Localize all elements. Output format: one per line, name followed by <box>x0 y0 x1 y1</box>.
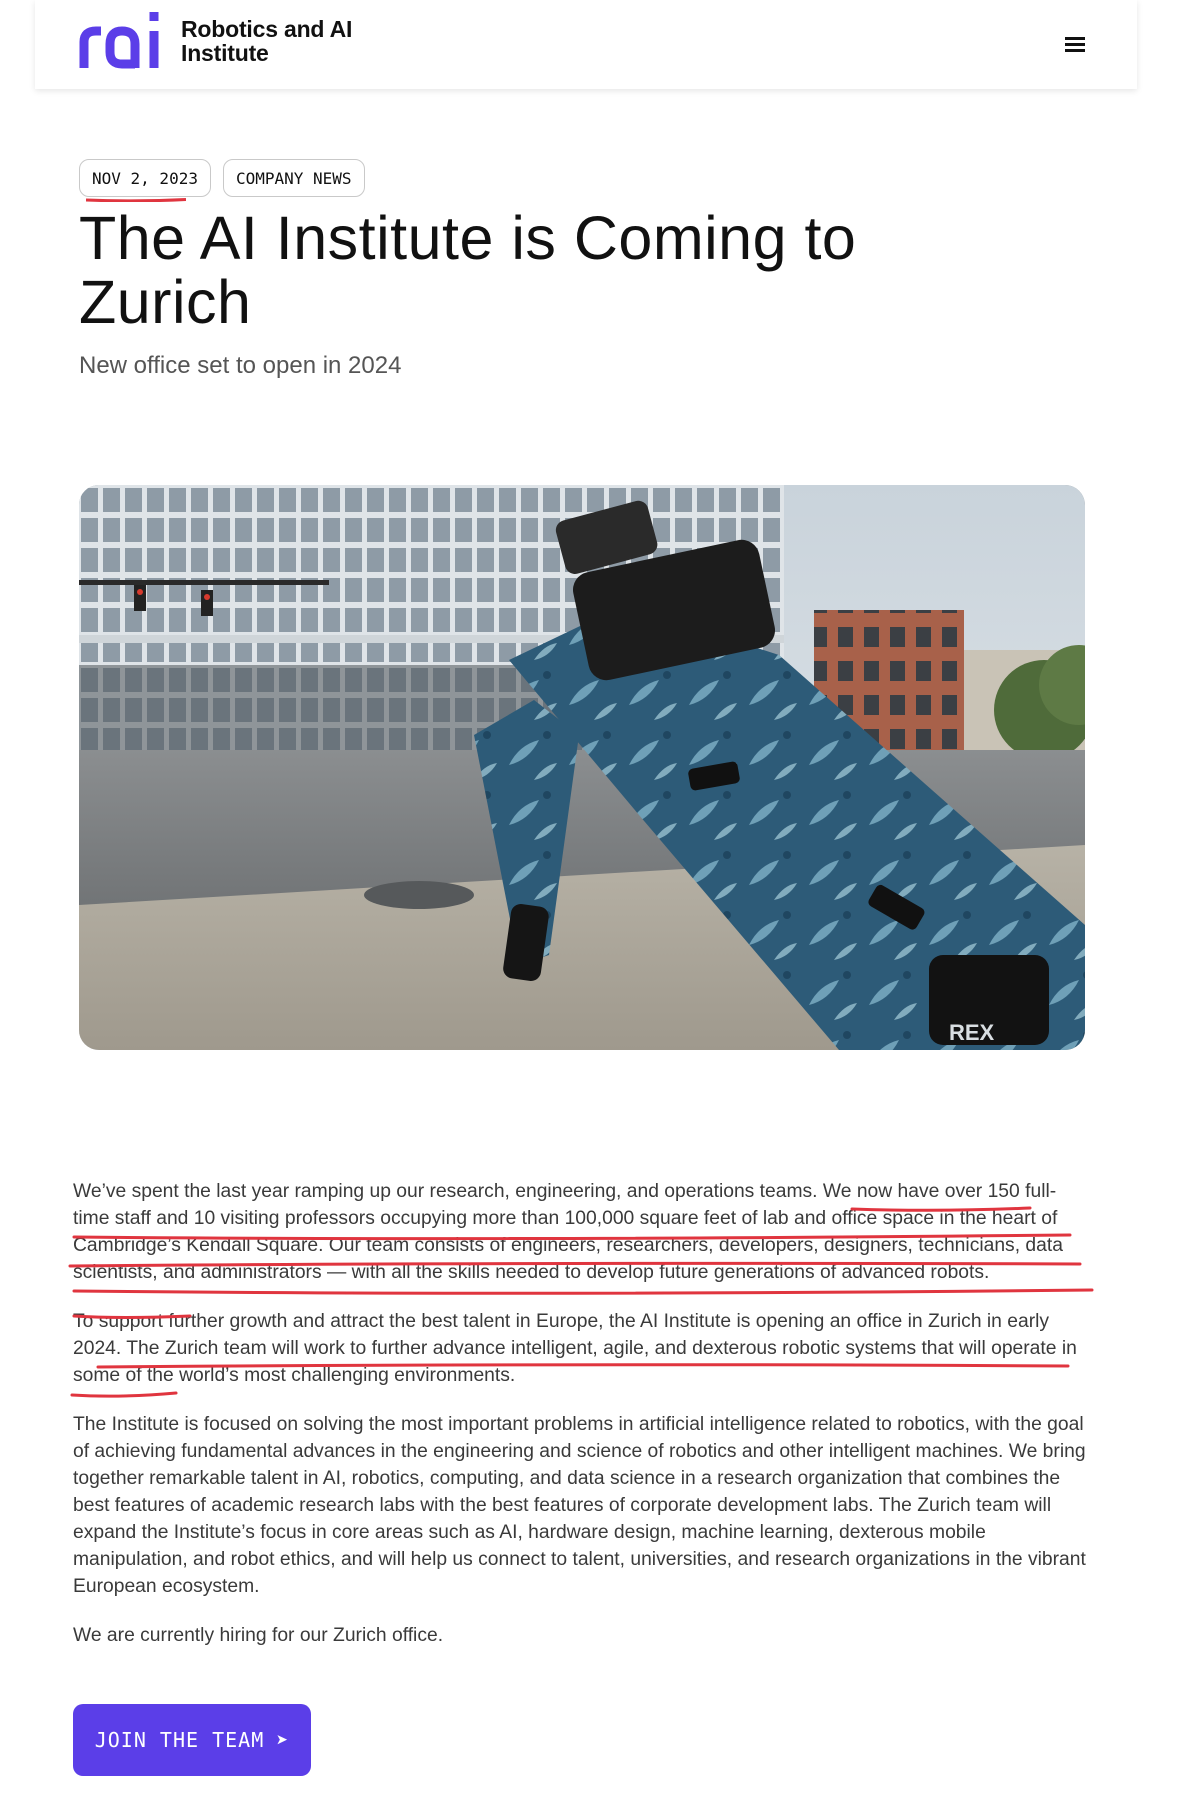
logo-line-2: Institute <box>181 40 269 66</box>
logo-line-1: Robotics and AI <box>181 16 353 42</box>
arrow-right-icon: ➤ <box>276 1728 290 1752</box>
date-tag <box>79 159 211 197</box>
paragraph-4: We are currently hiring for our Zurich office. <box>73 1625 444 1646</box>
hero-image <box>79 485 1085 1050</box>
join-the-team-label: JOIN THE TEAM <box>94 1728 265 1752</box>
article-tags <box>79 159 365 197</box>
robot-label: REX <box>949 1020 995 1045</box>
annotation-underline <box>86 198 186 202</box>
date-tag-label: NOV 2, 2023 <box>92 168 198 188</box>
logo-wordmark <box>181 17 352 65</box>
site-logo[interactable] <box>79 12 352 70</box>
category-tag[interactable] <box>223 159 365 197</box>
site-header <box>35 0 1137 89</box>
paragraph-3: The Institute is focused on solving the most important problems in artificial intelligence related to robotics, with the goal of achieving fundamental advances in the engineering and science of robotics and other intelligent machines. We bring together remarkable talent in AI, robotics, computing, and data science in a research organization that combines the best features of academic research labs with the best features of corporate development labs. The Zurich team will expand the Institute’s focus in core areas such as AI, hardware design, machine learning, dexterous mobile manipulation, and robot ethics, and will help us connect to talent, universities, and research organizations in the vibrant European ecosystem. <box>73 1414 1086 1597</box>
rai-logo-mark <box>79 12 163 70</box>
article-body <box>73 1178 1088 1671</box>
hamburger-menu-icon[interactable] <box>1063 34 1087 54</box>
page-subtitle: New office set to open in 2024 <box>79 352 402 379</box>
paragraph-1: We’ve spent the last year ramping up our research, engineering, and operations teams. We now have over 150 full-time staff and 10 visiting professors occupying more than 100,000 square feet of lab and office space in the heart of Cambridge’s Kendall Square. Our team consists of engineers, researchers, developers, designers, technicians, data scientists, and administrators — with all the skills needed to develop future generations of advanced robots. <box>73 1181 1063 1283</box>
page-title: The AI Institute is Coming to Zurich <box>79 204 857 336</box>
category-tag-label: COMPANY NEWS <box>235 168 352 188</box>
paragraph-2: To support further growth and attract the best talent in Europe, the AI Institute is opening an office in Zurich in early 2024. The Zurich team will work to further advance intelligent, agile, and dexterous robotic systems that will operate in some of the world’s most challenging environments. <box>73 1311 1077 1386</box>
join-the-team-button[interactable] <box>73 1704 311 1776</box>
